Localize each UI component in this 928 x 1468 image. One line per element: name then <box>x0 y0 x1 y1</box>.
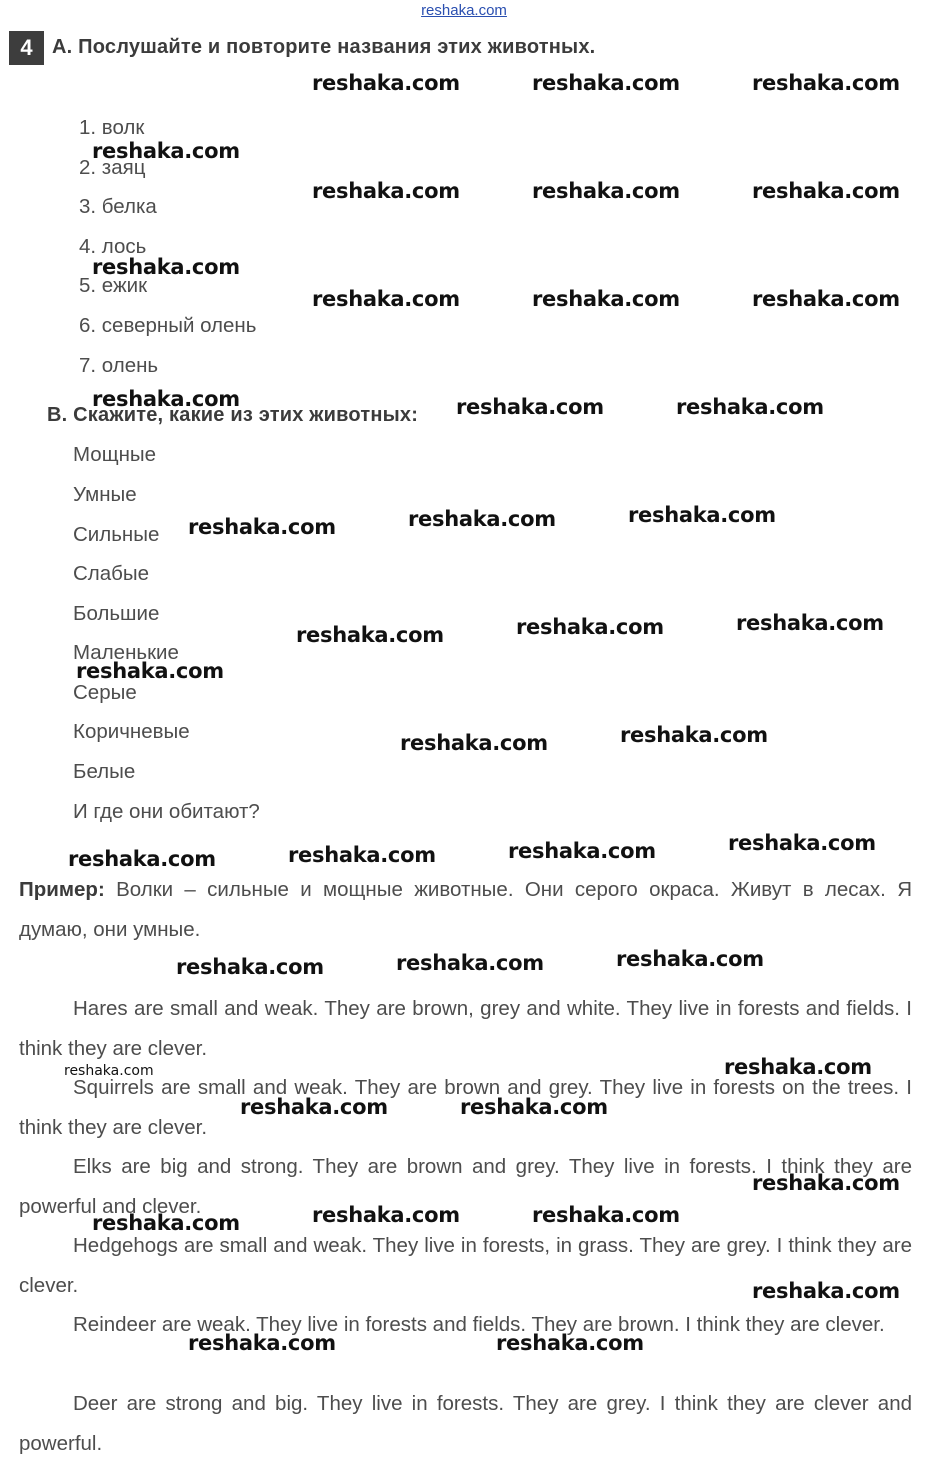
answer-paragraph: Deer are strong and big. They live in forests. They are grey. I think they are clever and powerful. <box>19 1392 912 1455</box>
watermark: reshaka.com <box>188 1331 336 1355</box>
exercise-number: 4 <box>9 31 44 65</box>
watermark: reshaka.com <box>396 951 544 975</box>
watermark: reshaka.com <box>616 947 764 971</box>
watermark: reshaka.com <box>312 287 460 311</box>
adjective-item: Белые <box>73 760 136 783</box>
adjective-item: Сильные <box>73 523 160 546</box>
watermark: reshaka.com <box>532 71 680 95</box>
watermark: reshaka.com <box>752 179 900 203</box>
watermark: reshaka.com <box>752 287 900 311</box>
watermark: reshaka.com <box>496 1331 644 1355</box>
example-text: Волки – сильные и мощные животные. Они серого окраса. Живут в лесах. Я думаю, они умные. <box>19 878 912 941</box>
adjective-item: Слабые <box>73 562 150 585</box>
adjective-item: Коричневые <box>73 720 190 743</box>
watermark: reshaka.com <box>240 1095 388 1119</box>
watermark: reshaka.com <box>752 1279 900 1303</box>
adjective-item: Маленькие <box>73 641 179 664</box>
watermark: reshaka.com <box>312 1203 460 1227</box>
watermark: reshaka.com <box>752 71 900 95</box>
watermark: reshaka.com <box>532 179 680 203</box>
watermark: reshaka.com <box>288 843 436 867</box>
watermark: reshaka.com <box>408 507 556 531</box>
site-header-link[interactable]: reshaka.com <box>421 2 507 19</box>
watermark: reshaka.com <box>92 387 240 411</box>
watermark: reshaka.com <box>620 723 768 747</box>
watermark: reshaka.com <box>532 1203 680 1227</box>
watermark: reshaka.com <box>64 1063 154 1079</box>
animal-item: 1. волк <box>79 116 145 139</box>
watermark: reshaka.com <box>516 615 664 639</box>
part-b-title: B. Скажите, какие из этих животных: <box>47 404 419 426</box>
watermark: reshaka.com <box>176 955 324 979</box>
watermark: reshaka.com <box>400 731 548 755</box>
answer-paragraph: Hedgehogs are small and weak. They live in forests, in grass. They are grey. I think they are clever. <box>19 1234 912 1297</box>
watermark: reshaka.com <box>460 1095 608 1119</box>
adjective-item: Большие <box>73 602 160 625</box>
animal-item: 5. ежик <box>79 274 148 297</box>
animal-item: 7. олень <box>79 354 159 377</box>
adjective-item: Мощные <box>73 443 157 466</box>
watermark: reshaka.com <box>312 71 460 95</box>
watermark: reshaka.com <box>188 515 336 539</box>
watermark: reshaka.com <box>296 623 444 647</box>
watermark: reshaka.com <box>532 287 680 311</box>
watermark: reshaka.com <box>76 659 224 683</box>
answer-paragraph: Squirrels are small and weak. They are brown and grey. They live in forests on the trees. I think they are clever. <box>19 1076 912 1139</box>
answer-paragraph: Elks are big and strong. They are brown and grey. They live in forests. I think they are powerful and clever. <box>19 1155 912 1218</box>
answer-paragraph: Hares are small and weak. They are brown, grey and white. They live in forests and fields. I think they are clever. <box>19 997 912 1060</box>
watermark: reshaka.com <box>736 611 884 635</box>
animal-item: 4. лось <box>79 235 147 258</box>
watermark: reshaka.com <box>676 395 824 419</box>
example-paragraph <box>19 870 912 950</box>
watermark: reshaka.com <box>312 179 460 203</box>
watermark: reshaka.com <box>92 139 240 163</box>
watermark: reshaka.com <box>628 503 776 527</box>
watermark: reshaka.com <box>508 839 656 863</box>
part-a-title: A. Послушайте и повторите названия этих животных. <box>52 36 596 58</box>
watermark: reshaka.com <box>92 255 240 279</box>
animal-item: 2. заяц <box>79 156 146 179</box>
watermark: reshaka.com <box>68 847 216 871</box>
animal-item: 3. белка <box>79 195 157 218</box>
adjective-item: Умные <box>73 483 137 506</box>
watermark: reshaka.com <box>728 831 876 855</box>
watermark: reshaka.com <box>456 395 604 419</box>
watermark: reshaka.com <box>92 1211 240 1235</box>
example-label: Пример: <box>19 878 105 901</box>
answer-paragraph: Reindeer are weak. They live in forests and fields. They are brown. I think they are clever. <box>73 1313 885 1336</box>
adjective-item: И где они обитают? <box>73 800 260 823</box>
watermark: reshaka.com <box>724 1055 872 1079</box>
adjective-item: Серые <box>73 681 137 704</box>
watermark: reshaka.com <box>752 1171 900 1195</box>
animal-item: 6. северный олень <box>79 314 257 337</box>
